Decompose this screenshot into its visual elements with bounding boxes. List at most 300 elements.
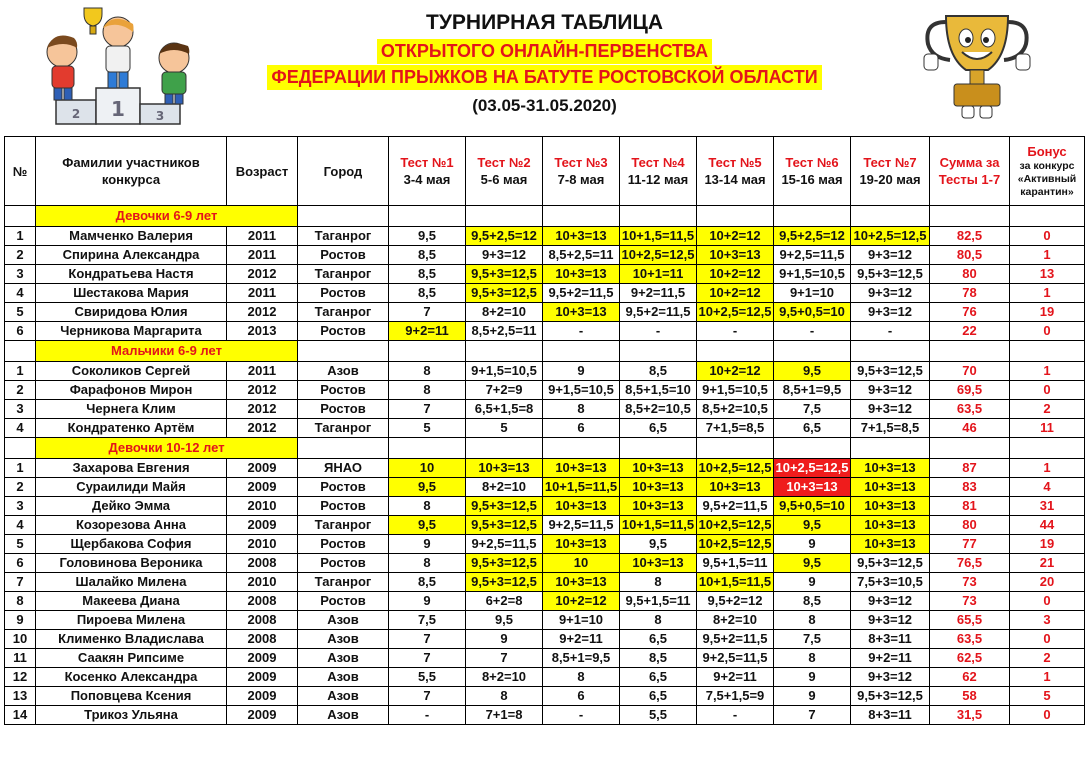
test-3-score: 10 (543, 554, 620, 573)
row-number: 2 (5, 381, 36, 400)
subtitle-line-1: ОТКРЫТОГО ОНЛАЙН-ПЕРВЕНСТВА (377, 39, 712, 64)
participant-name: Головинова Вероника (36, 554, 227, 573)
birth-year: 2009 (227, 649, 298, 668)
row-number: 7 (5, 573, 36, 592)
participant-name: Клименко Владислава (36, 630, 227, 649)
bonus-score: 21 (1010, 554, 1085, 573)
test-4-score: 8,5+1,5=10 (620, 381, 697, 400)
test-7-score: 10+3=13 (851, 459, 930, 478)
city: Азов (298, 706, 389, 725)
birth-year: 2013 (227, 322, 298, 341)
participant-name: Мамченко Валерия (36, 227, 227, 246)
group-empty-cell (5, 206, 36, 227)
test-5-score: 10+3=13 (697, 246, 774, 265)
row-number: 8 (5, 592, 36, 611)
city: Таганрог (298, 227, 389, 246)
test-4-score: 6,5 (620, 630, 697, 649)
test-4-score: 9,5+1,5=11 (620, 592, 697, 611)
test-7-score: 9,5+3=12,5 (851, 687, 930, 706)
test-4-score: 10+3=13 (620, 554, 697, 573)
participant-name: Трикоз Ульяна (36, 706, 227, 725)
test-7-score: - (851, 322, 930, 341)
test-2-score: 6,5+1,5=8 (466, 400, 543, 419)
svg-text:1: 1 (111, 97, 125, 121)
total-score: 73 (930, 573, 1010, 592)
test-2-score: 8+2=10 (466, 478, 543, 497)
participant-name: Фарафонов Мирон (36, 381, 227, 400)
birth-year: 2008 (227, 554, 298, 573)
table-row (5, 478, 1085, 497)
group-empty-cell (1010, 438, 1085, 459)
test-6-score: 8,5+1=9,5 (774, 381, 851, 400)
test-1-score: 7,5 (389, 611, 466, 630)
row-number: 1 (5, 362, 36, 381)
test-5-score: 10+2=12 (697, 284, 774, 303)
row-number: 1 (5, 227, 36, 246)
test-3-score: 9+1,5=10,5 (543, 381, 620, 400)
test-4-score: 6,5 (620, 687, 697, 706)
test-2-score: 7 (466, 649, 543, 668)
birth-year: 2008 (227, 630, 298, 649)
page-title: ТУРНИРНАЯ ТАБЛИЦА (426, 11, 663, 34)
city: Таганрог (298, 516, 389, 535)
test-6-score: 9,5 (774, 554, 851, 573)
test-2-score: 8+2=10 (466, 668, 543, 687)
table-row (5, 573, 1085, 592)
table-row (5, 535, 1085, 554)
test-7-score: 9+3=12 (851, 303, 930, 322)
test-5-score: 10+2,5=12,5 (697, 459, 774, 478)
test-7-score: 9,5+3=12,5 (851, 554, 930, 573)
test-7-score: 8+3=11 (851, 706, 930, 725)
test-6-score: 9+2,5=11,5 (774, 246, 851, 265)
test-1-score: 8,5 (389, 246, 466, 265)
test-2-score: 9,5+3=12,5 (466, 284, 543, 303)
test-2-score: 9+3=12 (466, 246, 543, 265)
test-3-score: 10+3=13 (543, 535, 620, 554)
total-score: 77 (930, 535, 1010, 554)
city: Азов (298, 362, 389, 381)
test-6-score: 7 (774, 706, 851, 725)
bonus-score: 20 (1010, 573, 1085, 592)
row-number: 3 (5, 400, 36, 419)
row-number: 3 (5, 265, 36, 284)
test-4-score: 10+3=13 (620, 497, 697, 516)
group-empty-cell (930, 438, 1010, 459)
city: Ростов (298, 535, 389, 554)
test-6-score: 9 (774, 573, 851, 592)
group-label: Девочки 10-12 лет (36, 438, 298, 459)
bonus-score: 0 (1010, 322, 1085, 341)
svg-text:2: 2 (71, 107, 81, 121)
test-1-score: 7 (389, 400, 466, 419)
header-test-4: Тест №4 11-12 мая (620, 137, 697, 206)
test-1-score: 9 (389, 592, 466, 611)
test-3-score: 8 (543, 668, 620, 687)
test-3-score: 9 (543, 362, 620, 381)
header-city: Город (298, 137, 389, 206)
table-row (5, 668, 1085, 687)
test-4-score: 10+1,5=11,5 (620, 516, 697, 535)
test-2-score: 9,5+2,5=12 (466, 227, 543, 246)
total-score: 76,5 (930, 554, 1010, 573)
test-1-score: 7 (389, 687, 466, 706)
row-number: 13 (5, 687, 36, 706)
test-6-score: 9,5 (774, 362, 851, 381)
group-empty-cell (298, 438, 389, 459)
city: Азов (298, 687, 389, 706)
test-7-score: 9+3=12 (851, 592, 930, 611)
group-empty-cell (851, 206, 930, 227)
test-3-score: 8 (543, 400, 620, 419)
test-7-score: 8+3=11 (851, 630, 930, 649)
total-score: 69,5 (930, 381, 1010, 400)
group-empty-cell (774, 341, 851, 362)
test-7-score: 9+3=12 (851, 246, 930, 265)
birth-year: 2008 (227, 611, 298, 630)
total-score: 58 (930, 687, 1010, 706)
group-empty-cell (697, 341, 774, 362)
test-2-score: 9 (466, 630, 543, 649)
test-5-score: - (697, 322, 774, 341)
test-5-score: 8+2=10 (697, 611, 774, 630)
table-row (5, 265, 1085, 284)
group-empty-cell (543, 438, 620, 459)
total-score: 80,5 (930, 246, 1010, 265)
test-5-score: 10+2,5=12,5 (697, 516, 774, 535)
test-1-score: 9 (389, 535, 466, 554)
table-row (5, 554, 1085, 573)
test-5-score: 9,5+2=11,5 (697, 497, 774, 516)
birth-year: 2010 (227, 497, 298, 516)
bonus-score: 0 (1010, 706, 1085, 725)
test-6-score: 9 (774, 535, 851, 554)
birth-year: 2009 (227, 668, 298, 687)
group-empty-cell (389, 438, 466, 459)
participant-name: Сураилиди Майя (36, 478, 227, 497)
header-test-6: Тест №6 15-16 мая (774, 137, 851, 206)
test-5-score: 10+2,5=12,5 (697, 535, 774, 554)
city: Азов (298, 611, 389, 630)
test-6-score: 9,5+0,5=10 (774, 303, 851, 322)
birth-year: 2008 (227, 592, 298, 611)
test-3-score: 9+1=10 (543, 611, 620, 630)
bonus-score: 1 (1010, 668, 1085, 687)
city: Таганрог (298, 265, 389, 284)
test-3-score: 10+3=13 (543, 459, 620, 478)
birth-year: 2011 (227, 227, 298, 246)
test-6-score: 8 (774, 649, 851, 668)
participant-name: Чернега Клим (36, 400, 227, 419)
group-empty-cell (697, 206, 774, 227)
city: Таганрог (298, 573, 389, 592)
row-number: 6 (5, 322, 36, 341)
test-7-score: 9,5+3=12,5 (851, 362, 930, 381)
header-num: № (5, 137, 36, 206)
test-4-score: 10+3=13 (620, 459, 697, 478)
test-7-score: 10+3=13 (851, 535, 930, 554)
test-3-score: 10+2=12 (543, 592, 620, 611)
birth-year: 2009 (227, 687, 298, 706)
test-2-score: 7+1=8 (466, 706, 543, 725)
city: Ростов (298, 284, 389, 303)
birth-year: 2011 (227, 362, 298, 381)
test-7-score: 7+1,5=8,5 (851, 419, 930, 438)
header-test-3: Тест №3 7-8 мая (543, 137, 620, 206)
test-3-score: 10+3=13 (543, 227, 620, 246)
participant-name: Поповцева Ксения (36, 687, 227, 706)
group-empty-cell (466, 438, 543, 459)
bonus-score: 44 (1010, 516, 1085, 535)
birth-year: 2012 (227, 265, 298, 284)
group-label: Мальчики 6-9 лет (36, 341, 298, 362)
test-4-score: 10+3=13 (620, 478, 697, 497)
total-score: 80 (930, 516, 1010, 535)
group-empty-cell (620, 438, 697, 459)
date-range: (03.05-31.05.2020) (472, 96, 617, 115)
test-5-score: 9,5+2=12 (697, 592, 774, 611)
city: Таганрог (298, 419, 389, 438)
participant-name: Соколиков Сергей (36, 362, 227, 381)
row-number: 6 (5, 554, 36, 573)
tournament-table (4, 136, 1085, 725)
group-empty-cell (543, 341, 620, 362)
test-4-score: 8,5 (620, 362, 697, 381)
test-4-score: 9+2=11,5 (620, 284, 697, 303)
header-name: Фамилии участников конкурса (36, 137, 227, 206)
test-6-score: 9+1=10 (774, 284, 851, 303)
total-score: 80 (930, 265, 1010, 284)
header-test-5: Тест №5 13-14 мая (697, 137, 774, 206)
group-empty-cell (930, 341, 1010, 362)
participant-name: Саакян Рипсиме (36, 649, 227, 668)
participant-name: Захарова Евгения (36, 459, 227, 478)
group-empty-cell (298, 206, 389, 227)
test-1-score: 7 (389, 630, 466, 649)
group-empty-cell (5, 438, 36, 459)
table-row (5, 400, 1085, 419)
row-number: 10 (5, 630, 36, 649)
birth-year: 2012 (227, 381, 298, 400)
test-3-score: 10+3=13 (543, 303, 620, 322)
test-3-score: - (543, 706, 620, 725)
bonus-score: 11 (1010, 419, 1085, 438)
test-3-score: 6 (543, 687, 620, 706)
test-3-score: 8,5+2,5=11 (543, 246, 620, 265)
table-row (5, 246, 1085, 265)
test-7-score: 9+3=12 (851, 668, 930, 687)
test-6-score: 9+1,5=10,5 (774, 265, 851, 284)
row-number: 12 (5, 668, 36, 687)
participant-name: Шалайко Милена (36, 573, 227, 592)
table-row (5, 419, 1085, 438)
test-7-score: 9+2=11 (851, 649, 930, 668)
bonus-score: 19 (1010, 535, 1085, 554)
test-6-score: 9,5 (774, 516, 851, 535)
title-block (0, 8, 1089, 120)
group-empty-cell (620, 206, 697, 227)
participant-name: Щербакова София (36, 535, 227, 554)
city: Ростов (298, 246, 389, 265)
test-1-score: 8,5 (389, 284, 466, 303)
test-4-score: 10+1=11 (620, 265, 697, 284)
table-row (5, 362, 1085, 381)
group-empty-cell (851, 438, 930, 459)
test-1-score: 5 (389, 419, 466, 438)
group-empty-cell (697, 438, 774, 459)
total-score: 63,5 (930, 630, 1010, 649)
test-5-score: 7,5+1,5=9 (697, 687, 774, 706)
city: Ростов (298, 381, 389, 400)
test-3-score: 10+3=13 (543, 265, 620, 284)
test-6-score: 10+2,5=12,5 (774, 459, 851, 478)
test-2-score: 9,5+3=12,5 (466, 265, 543, 284)
total-score: 62,5 (930, 649, 1010, 668)
bonus-score: 3 (1010, 611, 1085, 630)
test-3-score: - (543, 322, 620, 341)
participant-name: Дейко Эмма (36, 497, 227, 516)
group-empty-cell (930, 206, 1010, 227)
birth-year: 2010 (227, 573, 298, 592)
test-5-score: 10+2=12 (697, 265, 774, 284)
header-age: Возраст (227, 137, 298, 206)
test-5-score: 9,5+1,5=11 (697, 554, 774, 573)
test-4-score: 8,5+2=10,5 (620, 400, 697, 419)
table-row (5, 630, 1085, 649)
test-2-score: 9,5+3=12,5 (466, 516, 543, 535)
total-score: 83 (930, 478, 1010, 497)
row-number: 4 (5, 516, 36, 535)
group-header-row (5, 438, 1085, 459)
city: Азов (298, 649, 389, 668)
test-5-score: 10+2,5=12,5 (697, 303, 774, 322)
group-label: Девочки 6-9 лет (36, 206, 298, 227)
participant-name: Черникова Маргарита (36, 322, 227, 341)
test-2-score: 9,5+3=12,5 (466, 573, 543, 592)
birth-year: 2012 (227, 419, 298, 438)
city: Ростов (298, 322, 389, 341)
test-1-score: 8 (389, 381, 466, 400)
test-1-score: - (389, 706, 466, 725)
bonus-score: 2 (1010, 400, 1085, 419)
test-5-score: 9+2,5=11,5 (697, 649, 774, 668)
test-1-score: 9,5 (389, 516, 466, 535)
test-4-score: - (620, 322, 697, 341)
row-number: 5 (5, 535, 36, 554)
group-empty-cell (620, 341, 697, 362)
bonus-score: 31 (1010, 497, 1085, 516)
table-row (5, 649, 1085, 668)
test-1-score: 8,5 (389, 573, 466, 592)
participant-name: Шестакова Мария (36, 284, 227, 303)
total-score: 76 (930, 303, 1010, 322)
group-empty-cell (389, 206, 466, 227)
test-7-score: 10+2,5=12,5 (851, 227, 930, 246)
birth-year: 2012 (227, 303, 298, 322)
total-score: 78 (930, 284, 1010, 303)
row-number: 5 (5, 303, 36, 322)
test-7-score: 9+3=12 (851, 611, 930, 630)
group-header-row (5, 206, 1085, 227)
city: Ростов (298, 554, 389, 573)
test-4-score: 8 (620, 611, 697, 630)
row-number: 2 (5, 478, 36, 497)
test-1-score: 10 (389, 459, 466, 478)
test-4-score: 9,5+2=11,5 (620, 303, 697, 322)
test-1-score: 7 (389, 303, 466, 322)
group-empty-cell (298, 341, 389, 362)
test-6-score: 7,5 (774, 630, 851, 649)
test-7-score: 10+3=13 (851, 497, 930, 516)
test-6-score: 9 (774, 687, 851, 706)
row-number: 14 (5, 706, 36, 725)
test-6-score: 9,5+2,5=12 (774, 227, 851, 246)
bonus-score: 0 (1010, 630, 1085, 649)
test-1-score: 8 (389, 497, 466, 516)
row-number: 2 (5, 246, 36, 265)
participant-name: Свиридова Юлия (36, 303, 227, 322)
row-number: 3 (5, 497, 36, 516)
table-row (5, 592, 1085, 611)
test-7-score: 9+3=12 (851, 381, 930, 400)
test-4-score: 8 (620, 573, 697, 592)
test-6-score: 6,5 (774, 419, 851, 438)
bonus-score: 0 (1010, 227, 1085, 246)
test-4-score: 6,5 (620, 668, 697, 687)
bonus-score: 2 (1010, 649, 1085, 668)
header-sum: Сумма за Тесты 1-7 (930, 137, 1010, 206)
bonus-score: 0 (1010, 592, 1085, 611)
header-test-1: Тест №1 3-4 мая (389, 137, 466, 206)
table-row (5, 459, 1085, 478)
header-bonus: Бонус за конкурс «Активный карантин» (1010, 137, 1085, 206)
table-row (5, 706, 1085, 725)
test-6-score: 7,5 (774, 400, 851, 419)
group-empty-cell (466, 341, 543, 362)
bonus-score: 1 (1010, 362, 1085, 381)
bonus-score: 1 (1010, 246, 1085, 265)
test-3-score: 10+1,5=11,5 (543, 478, 620, 497)
test-7-score: 9,5+3=12,5 (851, 265, 930, 284)
test-7-score: 9+3=12 (851, 284, 930, 303)
bonus-score: 13 (1010, 265, 1085, 284)
row-number: 9 (5, 611, 36, 630)
test-6-score: 9,5+0,5=10 (774, 497, 851, 516)
total-score: 63,5 (930, 400, 1010, 419)
bonus-score: 5 (1010, 687, 1085, 706)
test-5-score: 9+1,5=10,5 (697, 381, 774, 400)
test-2-score: 9,5+3=12,5 (466, 554, 543, 573)
svg-text:3: 3 (155, 109, 165, 123)
participant-name: Кондратенко Артём (36, 419, 227, 438)
test-1-score: 7 (389, 649, 466, 668)
table-row (5, 687, 1085, 706)
test-1-score: 8 (389, 362, 466, 381)
test-2-score: 10+3=13 (466, 459, 543, 478)
group-empty-cell (466, 206, 543, 227)
total-score: 31,5 (930, 706, 1010, 725)
test-1-score: 9,5 (389, 227, 466, 246)
test-5-score: 10+2=12 (697, 227, 774, 246)
city: Ростов (298, 592, 389, 611)
test-4-score: 10+2,5=12,5 (620, 246, 697, 265)
bonus-score: 4 (1010, 478, 1085, 497)
total-score: 22 (930, 322, 1010, 341)
test-5-score: 8,5+2=10,5 (697, 400, 774, 419)
table-row (5, 381, 1085, 400)
group-header-row (5, 341, 1085, 362)
test-1-score: 9+2=11 (389, 322, 466, 341)
